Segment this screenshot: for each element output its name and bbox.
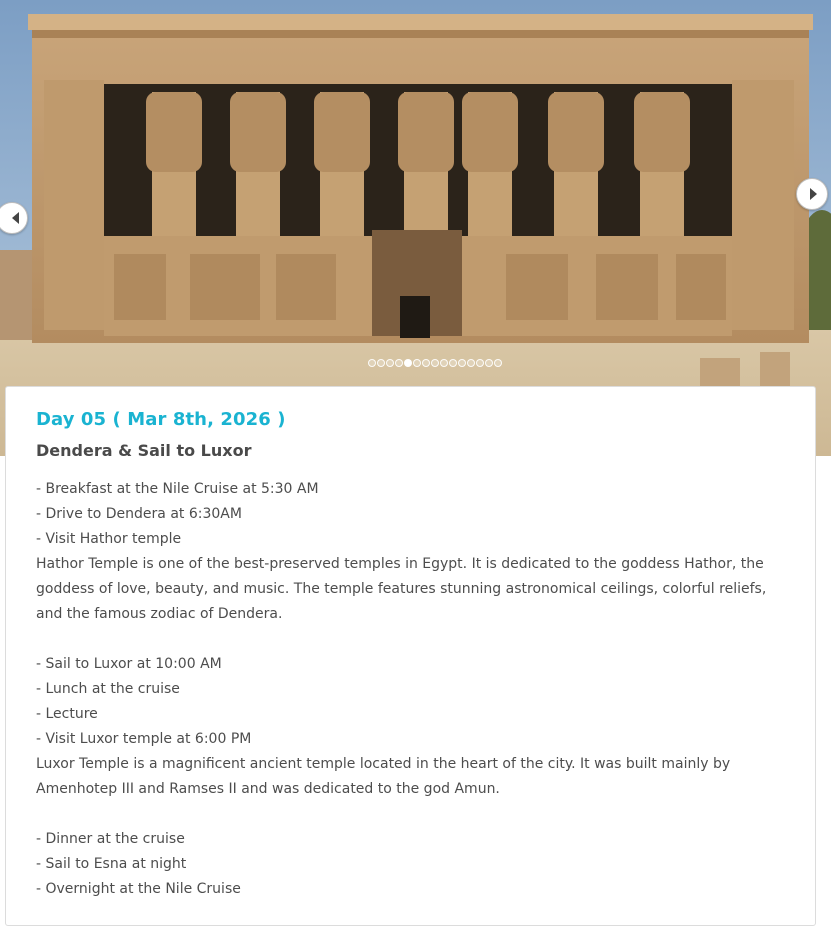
slide-dot[interactable]	[413, 359, 421, 367]
slide-dot[interactable]	[422, 359, 430, 367]
itinerary-line: - Breakfast at the Nile Cruise at 5:30 AM	[36, 481, 319, 497]
itinerary-line: - Visit Luxor temple at 6:00 PM	[36, 731, 252, 747]
slide-dot[interactable]	[386, 359, 394, 367]
day-subtitle: Dendera & Sail to Luxor	[36, 441, 252, 460]
slide-dot[interactable]	[458, 359, 466, 367]
slide-dot[interactable]	[431, 359, 439, 367]
slide-dot[interactable]	[467, 359, 475, 367]
slide-dot[interactable]	[440, 359, 448, 367]
slide-dot[interactable]	[395, 359, 403, 367]
description-line: goddess of love, beauty, and music. The temple features stunning astronomical ceilings, colorful reliefs,	[36, 581, 767, 597]
blank-line	[36, 802, 776, 827]
slide-dot[interactable]	[485, 359, 493, 367]
day-description	[36, 477, 776, 902]
description-line: Hathor Temple is one of the best-preserved temples in Egypt. It is dedicated to the goddess Hathor, the	[36, 556, 764, 572]
itinerary-line: - Lunch at the cruise	[36, 681, 180, 697]
slide-dot[interactable]	[368, 359, 376, 367]
next-slide-button[interactable]	[796, 178, 828, 210]
slide-dot[interactable]	[476, 359, 484, 367]
description-line: Amenhotep III and Ramses II and was dedicated to the god Amun.	[36, 781, 500, 797]
slide-dot[interactable]	[377, 359, 385, 367]
blank-line	[36, 627, 776, 652]
itinerary-line: - Sail to Luxor at 10:00 AM	[36, 656, 222, 672]
slide-dot-active[interactable]	[404, 359, 412, 367]
description-line: Luxor Temple is a magnificent ancient temple located in the heart of the city. It was built mainly by	[36, 756, 731, 772]
slide-indicators	[368, 359, 502, 369]
itinerary-day-card	[5, 386, 816, 926]
itinerary-line: - Drive to Dendera at 6:30AM	[36, 506, 242, 522]
itinerary-line: - Visit Hathor temple	[36, 531, 182, 547]
itinerary-line: - Sail to Esna at night	[36, 856, 187, 872]
chevron-left-icon	[12, 212, 19, 224]
slide-dot[interactable]	[494, 359, 502, 367]
chevron-right-icon	[810, 188, 817, 200]
day-title: Day 05 ( Mar 8th, 2026 )	[36, 409, 286, 430]
description-line: and the famous zodiac of Dendera.	[36, 606, 283, 622]
itinerary-line: - Dinner at the cruise	[36, 831, 185, 847]
itinerary-line: - Lecture	[36, 706, 98, 722]
itinerary-line: - Overnight at the Nile Cruise	[36, 881, 241, 897]
slide-dot[interactable]	[449, 359, 457, 367]
